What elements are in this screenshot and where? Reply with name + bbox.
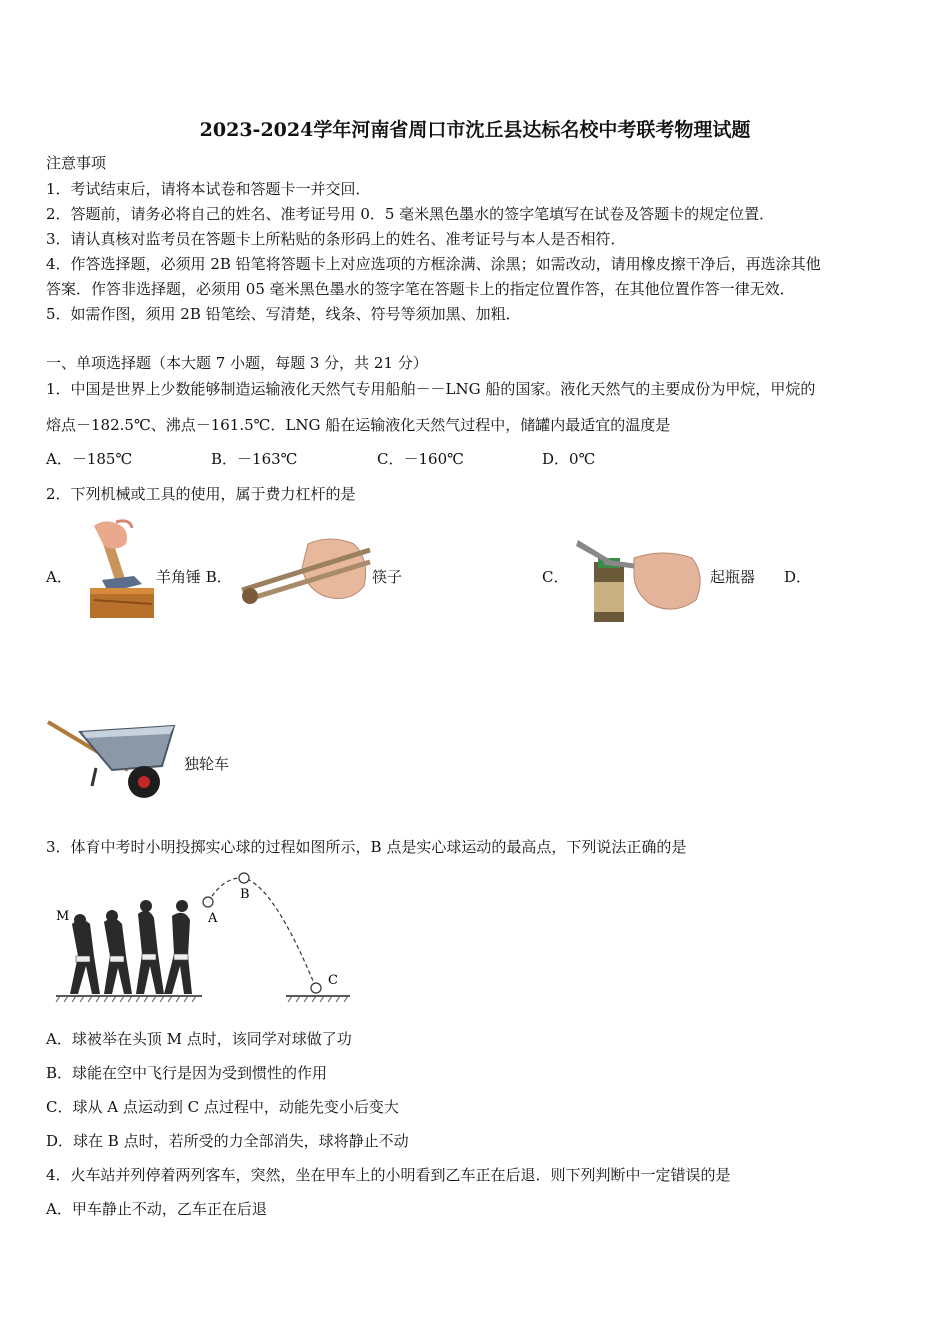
section-heading: 一、单项选择题（本大题 7 小题，每题 3 分，共 21 分） <box>46 354 428 372</box>
question-1-line1: 1．中国是世界上少数能够制造运输液化天然气专用船舶－－LNG 船的国家。液化天然气的主要成份为甲烷，甲烷的 <box>46 380 816 398</box>
q3-option-c: C．球从 A 点运动到 C 点过程中，动能先变小后变大 <box>46 1098 399 1116</box>
q2-label-c: 起瓶器 <box>710 568 756 586</box>
q4-option-a: A．甲车静止不动，乙车正在后退 <box>46 1200 267 1218</box>
q2-label-d: 独轮车 <box>184 755 230 773</box>
q2-label-a: 羊角锤 B． <box>156 568 232 586</box>
q2-label-b: 筷子 <box>372 568 403 586</box>
question-4-stem: 4．火车站并列停着两列客车，突然，坐在甲车上的小明看到乙车正在后退．则下列判断中一定错误的是 <box>46 1166 731 1184</box>
label-a: A <box>208 911 218 926</box>
q1-option-b: B．－163℃ <box>211 450 298 468</box>
q2-option-d: D． <box>784 568 812 586</box>
q1-option-d: D．0℃ <box>542 450 596 468</box>
notice-item: 5．如需作图，须用 2B 铅笔绘、写清楚，线条、符号等须加黑、加粗． <box>46 305 521 323</box>
question-1-line2: 熔点－182.5℃、沸点－161.5℃．LNG 船在运输液化天然气过程中，储罐内最适宜的温度是 <box>46 416 671 434</box>
notice-item: 4．作答选择题，必须用 2B 铅笔将答题卡上对应选项的方框涂满、涂黑；如需改动，请用橡皮擦干净后，再选涂其他 <box>46 255 821 273</box>
q2-option-a: A． <box>46 568 72 586</box>
bottle-opener-image <box>574 536 710 622</box>
page-title: 2023-2024学年河南省周口市沈丘县达标名校中考联考物理试题 <box>199 119 751 141</box>
notice-item: 答案．作答非选择题，必须用 05 毫米黑色墨水的签字笔在答题卡上的指定位置作答，在其他位置作答一律无效． <box>46 280 795 298</box>
label-c: C <box>328 973 338 988</box>
question-3-stem: 3．体育中考时小明投掷实心球的过程如图所示，B 点是实心球运动的最高点，下列说法正确的是 <box>46 838 687 856</box>
label-b: B <box>240 887 250 902</box>
question-2-stem: 2．下列机械或工具的使用，属于费力杠杆的是 <box>46 485 356 503</box>
q3-option-a: A．球被举在头顶 M 点时，该同学对球做了功 <box>46 1030 352 1048</box>
q1-option-a: A．－185℃ <box>46 450 133 468</box>
label-m: M <box>56 909 70 924</box>
wheelbarrow-image <box>46 708 176 804</box>
claw-hammer-image <box>86 518 156 620</box>
q1-option-c: C．－160℃ <box>377 450 464 468</box>
notice-heading: 注意事项 <box>46 154 107 172</box>
q3-option-d: D．球在 B 点时，若所受的力全部消失，球将静止不动 <box>46 1132 409 1150</box>
notice-item: 1．考试结束后，请将本试卷和答题卡一并交回． <box>46 180 371 198</box>
notice-item: 3．请认真核对监考员在答题卡上所粘贴的条形码上的姓名、准考证号与本人是否相符． <box>46 230 626 248</box>
notice-item: 2．答题前，请务必将自己的姓名、准考证号用 0．5 毫米黑色墨水的签字笔填写在试卷及答题卡的规定位置． <box>46 205 775 223</box>
chopsticks-image <box>238 534 372 610</box>
shot-put-figure <box>54 866 354 1004</box>
q3-option-b: B．球能在空中飞行是因为受到惯性的作用 <box>46 1064 328 1082</box>
q2-option-c: C． <box>542 568 569 586</box>
